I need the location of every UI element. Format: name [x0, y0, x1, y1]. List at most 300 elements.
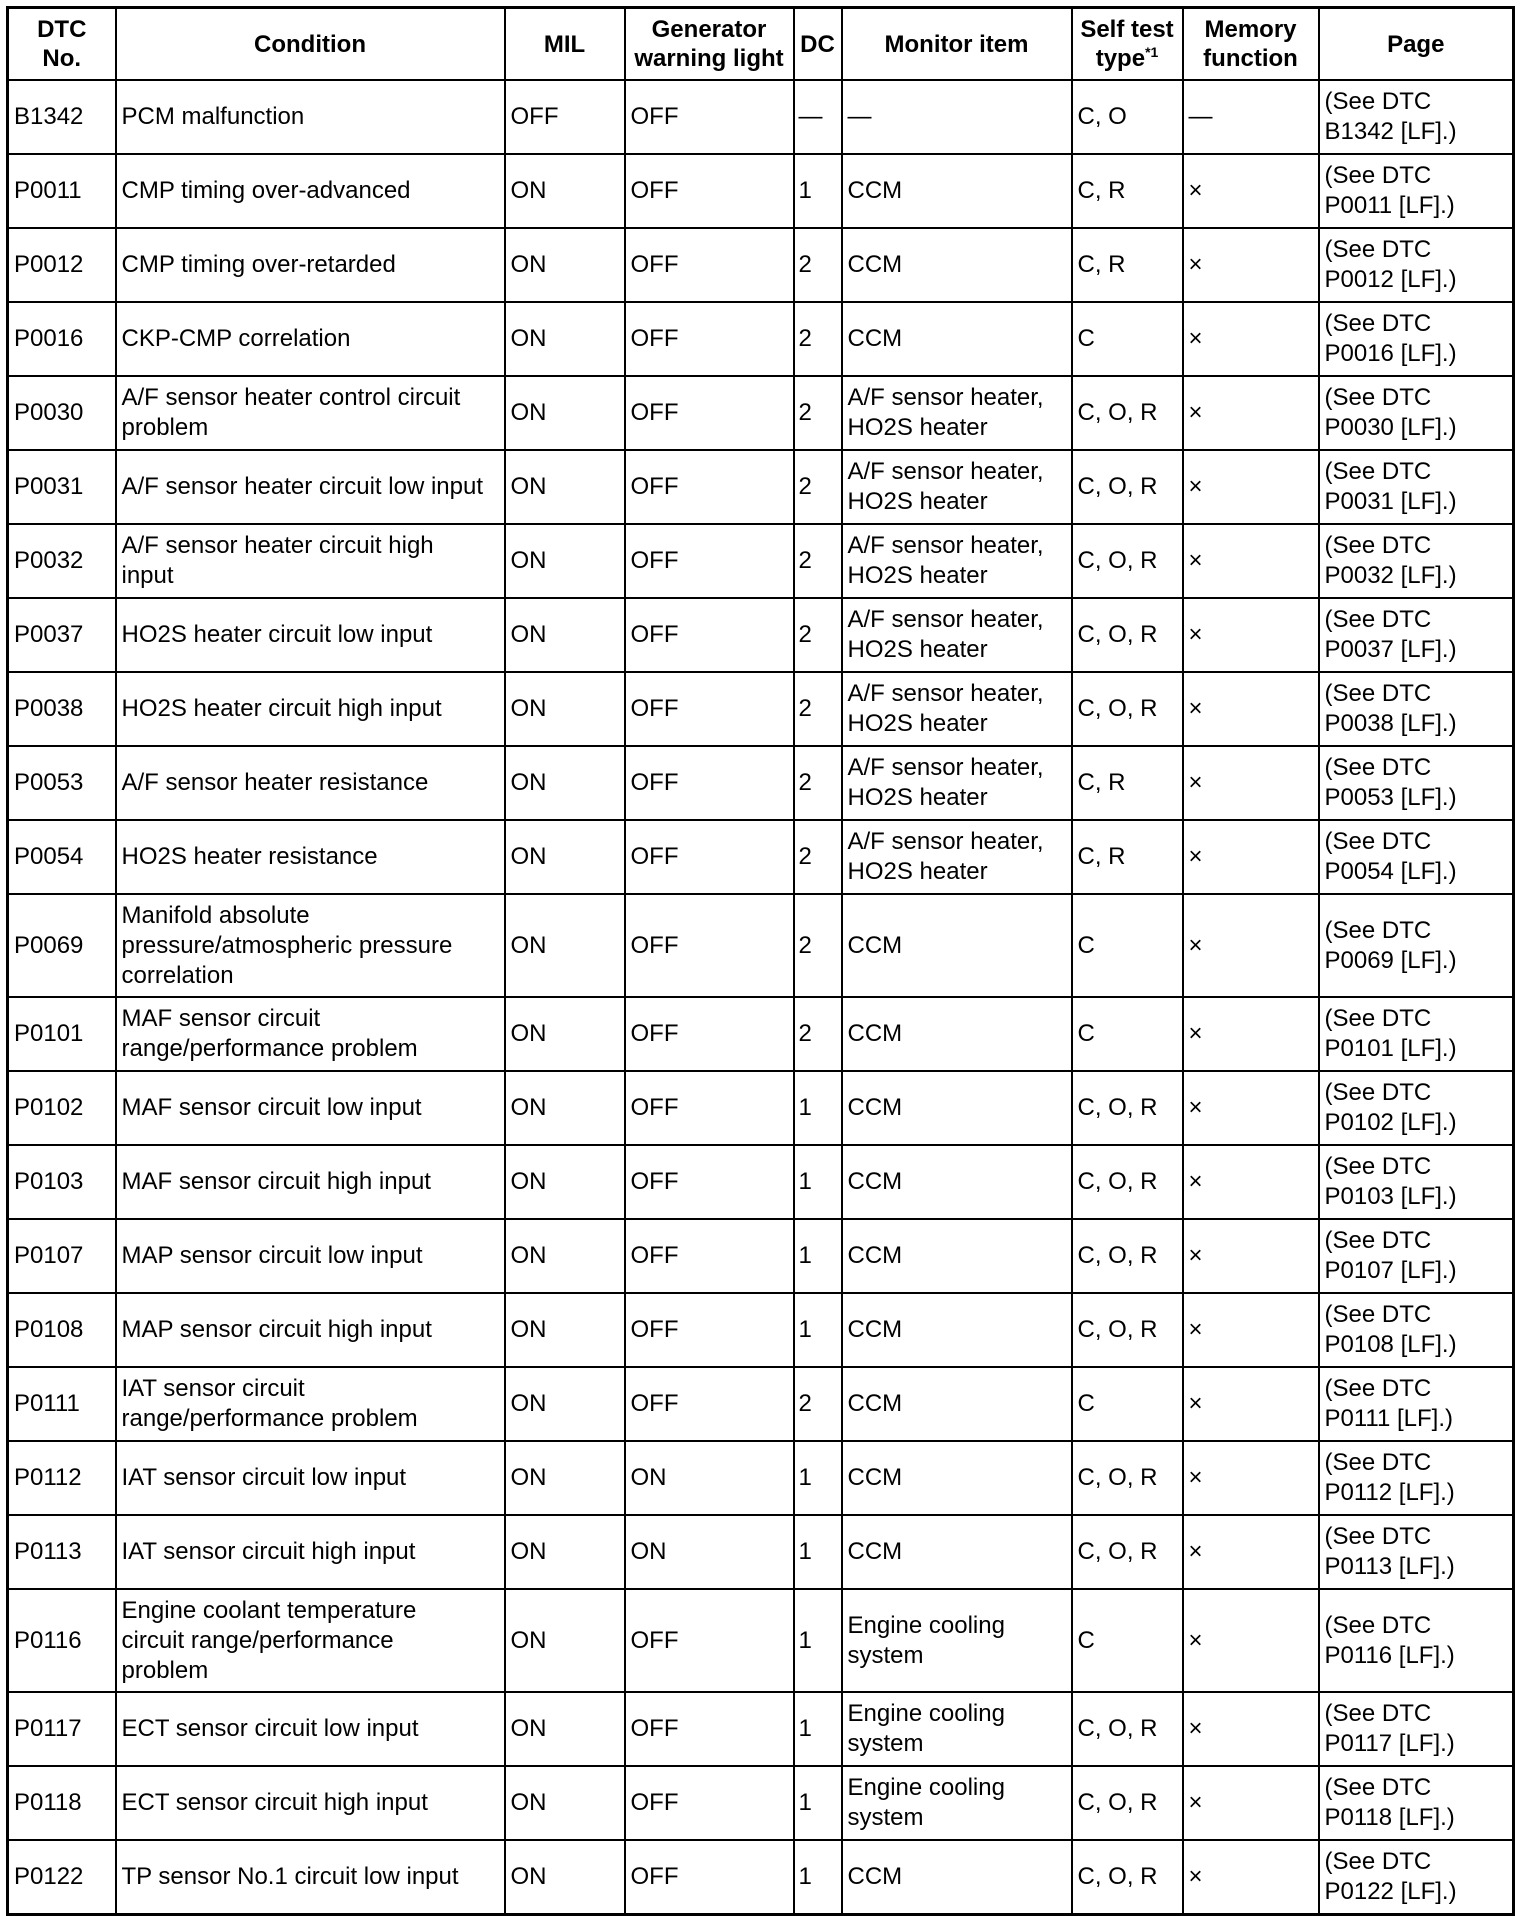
page-ref-cell-line: B1342 [LF].) [1324, 118, 1457, 145]
table-row [8, 1692, 1514, 1766]
condition-cell-line: CMP timing over-advanced [121, 177, 411, 204]
condition-cell-line: IAT sensor circuit high input [121, 1538, 416, 1565]
self-test-type-cell: C [1072, 302, 1183, 376]
header-page: Page [1319, 8, 1514, 81]
dtc-no-cell: P0012 [8, 228, 116, 302]
condition-cell-line: Manifold absolute [121, 901, 310, 929]
condition-cell-line: input [121, 562, 174, 589]
monitor-item-cell-line: A/F sensor heater, [847, 680, 1044, 707]
monitor-item-cell [842, 1840, 1072, 1915]
monitor-item-cell-line: A/F sensor heater, [847, 606, 1044, 633]
page-ref-cell [1319, 672, 1514, 746]
page-ref-cell-line: P0012 [LF].) [1324, 266, 1457, 293]
mil-cell: ON [505, 1367, 625, 1441]
page-ref-cell-line: P0111 [LF].) [1324, 1405, 1454, 1432]
page-ref-cell-line: P0038 [LF].) [1324, 710, 1457, 737]
table-row [8, 1071, 1514, 1145]
table-row [8, 302, 1514, 376]
monitor-item-cell-line: A/F sensor heater, [847, 828, 1044, 855]
condition-cell-line: pressure/atmospheric pressure [121, 931, 453, 959]
page-ref-cell-line: (See DTC [1324, 1375, 1432, 1402]
self-test-type-cell: C, O, R [1072, 672, 1183, 746]
condition-cell [116, 376, 505, 450]
mil-cell: ON [505, 1071, 625, 1145]
memory-function-cell: × [1183, 302, 1319, 376]
page-ref-cell-line: P0037 [LF].) [1324, 636, 1457, 663]
self-test-type-cell: C, O, R [1072, 598, 1183, 672]
mil-cell: ON [505, 1293, 625, 1367]
mil-cell: ON [505, 746, 625, 820]
monitor-item-cell-line: CCM [847, 251, 903, 278]
table-row [8, 820, 1514, 894]
monitor-item-cell [842, 820, 1072, 894]
condition-cell [116, 1441, 505, 1515]
table-row [8, 1441, 1514, 1515]
generator-warning-light-cell: OFF [625, 1293, 794, 1367]
condition-cell [116, 1692, 505, 1766]
monitor-item-cell-line: CCM [847, 1020, 903, 1047]
dtc-no-cell: P0069 [8, 894, 116, 997]
monitor-item-cell-line: CCM [847, 1538, 903, 1565]
condition-cell [116, 746, 505, 820]
page-ref-cell [1319, 1515, 1514, 1589]
dtc-no-cell: P0031 [8, 450, 116, 524]
generator-warning-light-cell: OFF [625, 997, 794, 1071]
monitor-item-cell-line: HO2S heater [847, 784, 988, 811]
dc-cell: 1 [794, 1766, 842, 1840]
generator-warning-light-cell: OFF [625, 376, 794, 450]
memory-function-cell: × [1183, 1766, 1319, 1840]
generator-warning-light-cell: OFF [625, 746, 794, 820]
monitor-item-cell [842, 1589, 1072, 1692]
table-row [8, 672, 1514, 746]
memory-function-cell: × [1183, 450, 1319, 524]
condition-cell-line: HO2S heater circuit low input [121, 621, 433, 648]
table-row [8, 1589, 1514, 1692]
self-test-type-cell: C [1072, 1589, 1183, 1692]
self-test-type-cell: C, O, R [1072, 450, 1183, 524]
condition-cell [116, 820, 505, 894]
page-ref-cell-line: (See DTC [1324, 916, 1432, 944]
dc-cell: 1 [794, 154, 842, 228]
memory-function-cell: × [1183, 524, 1319, 598]
self-test-type-cell: C, R [1072, 154, 1183, 228]
monitor-item-cell [842, 1441, 1072, 1515]
header-monitor-item: Monitor item [842, 8, 1072, 81]
self-test-type-cell: C, R [1072, 820, 1183, 894]
monitor-item-cell-line: A/F sensor heater, [847, 384, 1044, 411]
condition-cell-line: A/F sensor heater resistance [121, 769, 429, 796]
monitor-item-cell-line: A/F sensor heater, [847, 532, 1044, 559]
mil-cell: ON [505, 1766, 625, 1840]
page-ref-cell [1319, 80, 1514, 154]
mil-cell: ON [505, 1840, 625, 1915]
monitor-item-cell [842, 1219, 1072, 1293]
condition-cell [116, 228, 505, 302]
memory-function-cell: × [1183, 997, 1319, 1071]
monitor-item-cell-line: CCM [847, 1464, 903, 1491]
memory-function-cell: × [1183, 820, 1319, 894]
monitor-item-cell-line: A/F sensor heater, [847, 458, 1044, 485]
monitor-item-cell [842, 894, 1072, 997]
header-mil: MIL [505, 8, 625, 81]
page-ref-cell [1319, 228, 1514, 302]
condition-cell-line: problem [121, 1656, 209, 1684]
dtc-no-cell: P0037 [8, 598, 116, 672]
table-row [8, 1367, 1514, 1441]
page-ref-cell [1319, 1840, 1514, 1915]
header-dc: DC [794, 8, 842, 81]
dtc-no-cell: P0107 [8, 1219, 116, 1293]
generator-warning-light-cell: OFF [625, 598, 794, 672]
header-generator-warning-light: Generator warning light [625, 8, 794, 81]
dtc-no-cell: P0032 [8, 524, 116, 598]
self-test-type-cell: C, O, R [1072, 1840, 1183, 1915]
memory-function-cell: × [1183, 672, 1319, 746]
page-ref-cell-line: P0116 [LF].) [1324, 1641, 1455, 1669]
generator-warning-light-cell: OFF [625, 1589, 794, 1692]
table-row [8, 997, 1514, 1071]
monitor-item-cell [842, 80, 1072, 154]
page-ref-cell-line: P0031 [LF].) [1324, 488, 1457, 515]
dc-cell: 1 [794, 1219, 842, 1293]
page-ref-cell-line: P0054 [LF].) [1324, 858, 1457, 885]
memory-function-cell: × [1183, 1293, 1319, 1367]
dtc-no-cell: P0011 [8, 154, 116, 228]
page-ref-cell-line: (See DTC [1324, 236, 1432, 263]
monitor-item-cell [842, 154, 1072, 228]
dc-cell: 2 [794, 524, 842, 598]
page-ref-cell [1319, 450, 1514, 524]
dtc-no-cell: P0122 [8, 1840, 116, 1915]
table-row [8, 1293, 1514, 1367]
monitor-item-cell [842, 1071, 1072, 1145]
memory-function-cell: × [1183, 1441, 1319, 1515]
memory-function-cell: × [1183, 894, 1319, 997]
page-ref-cell-line: (See DTC [1324, 88, 1432, 115]
dtc-no-cell: P0038 [8, 672, 116, 746]
monitor-item-cell-line: HO2S heater [847, 414, 988, 441]
monitor-item-cell [842, 228, 1072, 302]
page-ref-cell-line: (See DTC [1324, 1079, 1432, 1106]
memory-function-cell: × [1183, 1367, 1319, 1441]
condition-cell-line: IAT sensor circuit [121, 1375, 305, 1402]
monitor-item-cell-line: CCM [847, 1863, 903, 1890]
self-test-type-cell: C, O, R [1072, 1766, 1183, 1840]
condition-cell-line: range/performance problem [121, 1035, 418, 1062]
mil-cell: ON [505, 302, 625, 376]
page-ref-cell [1319, 1219, 1514, 1293]
generator-warning-light-cell: OFF [625, 1219, 794, 1293]
page-ref-cell [1319, 524, 1514, 598]
self-test-type-cell: C, O, R [1072, 376, 1183, 450]
condition-cell-line: Engine coolant temperature [121, 1596, 417, 1624]
mil-cell: OFF [505, 80, 625, 154]
dc-cell: 2 [794, 302, 842, 376]
monitor-item-cell-line: HO2S heater [847, 488, 988, 515]
dtc-no-cell: P0053 [8, 746, 116, 820]
self-test-type-cell: C [1072, 997, 1183, 1071]
dtc-no-cell: P0054 [8, 820, 116, 894]
table-row [8, 154, 1514, 228]
header-dtc-no: DTC No. [8, 8, 116, 81]
dtc-no-cell: B1342 [8, 80, 116, 154]
condition-cell [116, 154, 505, 228]
self-test-type-cell: C [1072, 894, 1183, 997]
condition-cell [116, 672, 505, 746]
dc-cell: 2 [794, 997, 842, 1071]
monitor-item-cell [842, 1293, 1072, 1367]
generator-warning-light-cell: ON [625, 1515, 794, 1589]
page-ref-cell [1319, 1293, 1514, 1367]
page-ref-cell-line: P0112 [LF].) [1324, 1479, 1455, 1506]
memory-function-cell: × [1183, 1219, 1319, 1293]
condition-cell-line: MAP sensor circuit high input [121, 1316, 432, 1343]
mil-cell: ON [505, 1219, 625, 1293]
memory-function-cell: × [1183, 1692, 1319, 1766]
dtc-no-cell: P0113 [8, 1515, 116, 1589]
monitor-item-cell-line: CCM [847, 325, 903, 352]
condition-cell [116, 450, 505, 524]
page-ref-cell-line: P0122 [LF].) [1324, 1878, 1457, 1905]
dtc-no-cell: P0102 [8, 1071, 116, 1145]
condition-cell [116, 894, 505, 997]
dc-cell: — [794, 80, 842, 154]
page-ref-cell [1319, 1071, 1514, 1145]
header-row [8, 8, 1514, 81]
page-ref-cell-line: P0102 [LF].) [1324, 1109, 1457, 1136]
monitor-item-cell-line: HO2S heater [847, 710, 988, 737]
monitor-item-cell-line: CCM [847, 1094, 903, 1121]
generator-warning-light-cell: OFF [625, 450, 794, 524]
monitor-item-cell-line: CCM [847, 931, 903, 959]
generator-warning-light-cell: OFF [625, 1071, 794, 1145]
condition-cell [116, 302, 505, 376]
self-test-type-cell: C, O [1072, 80, 1183, 154]
page-ref-cell [1319, 997, 1514, 1071]
condition-cell-line: TP sensor No.1 circuit low input [121, 1863, 459, 1890]
table-row [8, 524, 1514, 598]
table-row [8, 80, 1514, 154]
page-ref-cell-line: P0032 [LF].) [1324, 562, 1457, 589]
monitor-item-cell-line: CCM [847, 1316, 903, 1343]
table-row [8, 1145, 1514, 1219]
monitor-item-cell [842, 524, 1072, 598]
page-ref-cell-line: (See DTC [1324, 458, 1432, 485]
dc-cell: 2 [794, 672, 842, 746]
table-row [8, 228, 1514, 302]
condition-cell-line: ECT sensor circuit low input [121, 1715, 419, 1742]
page-ref-cell-line: (See DTC [1324, 1301, 1432, 1328]
condition-cell-line: problem [121, 414, 209, 441]
generator-warning-light-cell: OFF [625, 1367, 794, 1441]
table-row [8, 450, 1514, 524]
memory-function-cell: × [1183, 1145, 1319, 1219]
page-ref-cell-line: P0069 [LF].) [1324, 946, 1457, 974]
page-ref-cell-line: (See DTC [1324, 828, 1432, 855]
page-ref-cell-line: (See DTC [1324, 1153, 1432, 1180]
generator-warning-light-cell: OFF [625, 302, 794, 376]
condition-cell [116, 1589, 505, 1692]
mil-cell: ON [505, 376, 625, 450]
condition-cell-line: MAP sensor circuit low input [121, 1242, 423, 1269]
header-condition: Condition [116, 8, 505, 81]
self-test-type-cell: C, O, R [1072, 1293, 1183, 1367]
mil-cell: ON [505, 672, 625, 746]
monitor-item-cell [842, 302, 1072, 376]
generator-warning-light-cell: OFF [625, 672, 794, 746]
dc-cell: 1 [794, 1145, 842, 1219]
monitor-item-cell [842, 450, 1072, 524]
generator-warning-light-cell: OFF [625, 154, 794, 228]
dc-cell: 2 [794, 820, 842, 894]
condition-cell-line: A/F sensor heater circuit low input [121, 473, 483, 500]
dtc-table [6, 6, 1515, 1916]
monitor-item-cell-line: Engine cooling [847, 1700, 1005, 1727]
dc-cell: 1 [794, 1071, 842, 1145]
monitor-item-cell-line: Engine cooling [847, 1774, 1005, 1801]
monitor-item-cell-line: CCM [847, 177, 903, 204]
dc-cell: 2 [794, 228, 842, 302]
monitor-item-cell [842, 997, 1072, 1071]
memory-function-cell: × [1183, 228, 1319, 302]
dtc-no-cell: P0016 [8, 302, 116, 376]
monitor-item-cell [842, 598, 1072, 672]
dtc-no-cell: P0101 [8, 997, 116, 1071]
page-ref-cell [1319, 820, 1514, 894]
page-ref-cell [1319, 1367, 1514, 1441]
generator-warning-light-cell: OFF [625, 820, 794, 894]
self-test-type-cell: C, O, R [1072, 1071, 1183, 1145]
memory-function-cell: × [1183, 1071, 1319, 1145]
condition-cell [116, 1840, 505, 1915]
condition-cell [116, 1145, 505, 1219]
memory-function-cell: × [1183, 154, 1319, 228]
page-ref-cell-line: (See DTC [1324, 1523, 1432, 1550]
generator-warning-light-cell: OFF [625, 80, 794, 154]
condition-cell-line: circuit range/performance [121, 1626, 394, 1654]
dc-cell: 2 [794, 598, 842, 672]
page-ref-cell-line: P0118 [LF].) [1324, 1804, 1455, 1831]
page-ref-cell-line: (See DTC [1324, 1611, 1432, 1639]
table-row [8, 746, 1514, 820]
mil-cell: ON [505, 820, 625, 894]
monitor-item-cell-line: CCM [847, 1390, 903, 1417]
monitor-item-cell-line: HO2S heater [847, 858, 988, 885]
monitor-item-cell-line: system [847, 1730, 924, 1757]
page-ref-cell-line: (See DTC [1324, 1700, 1432, 1727]
memory-function-cell: × [1183, 746, 1319, 820]
condition-cell [116, 80, 505, 154]
condition-cell-line: correlation [121, 961, 234, 989]
monitor-item-cell-line: HO2S heater [847, 636, 988, 663]
dc-cell: 1 [794, 1515, 842, 1589]
dtc-no-cell: P0030 [8, 376, 116, 450]
self-test-type-cell: C, O, R [1072, 1441, 1183, 1515]
condition-cell [116, 524, 505, 598]
dtc-no-cell: P0116 [8, 1589, 116, 1692]
page-ref-cell-line: (See DTC [1324, 754, 1432, 781]
monitor-item-cell [842, 746, 1072, 820]
generator-warning-light-cell: OFF [625, 524, 794, 598]
page-ref-cell-line: (See DTC [1324, 532, 1432, 559]
mil-cell: ON [505, 598, 625, 672]
generator-warning-light-cell: OFF [625, 1692, 794, 1766]
condition-cell-line: range/performance problem [121, 1405, 418, 1432]
dtc-no-cell: P0118 [8, 1766, 116, 1840]
table-row [8, 894, 1514, 997]
self-test-type-cell: C, O, R [1072, 1219, 1183, 1293]
monitor-item-cell [842, 1515, 1072, 1589]
page-ref-cell [1319, 1589, 1514, 1692]
page-ref-cell [1319, 1692, 1514, 1766]
monitor-item-cell [842, 1766, 1072, 1840]
page-ref-cell-line: (See DTC [1324, 384, 1432, 411]
self-test-type-cell: C, O, R [1072, 1692, 1183, 1766]
dc-cell: 1 [794, 1840, 842, 1915]
monitor-item-cell [842, 1367, 1072, 1441]
self-test-type-cell: C, R [1072, 746, 1183, 820]
condition-cell-line: CKP-CMP correlation [121, 325, 351, 352]
generator-warning-light-cell: OFF [625, 1840, 794, 1915]
header-self-test-type: Self test type$^{*1}$ [1072, 8, 1183, 81]
page-ref-cell-line: P0053 [LF].) [1324, 784, 1457, 811]
mil-cell: ON [505, 1145, 625, 1219]
table-row [8, 1515, 1514, 1589]
dtc-no-cell: P0111 [8, 1367, 116, 1441]
condition-cell [116, 1766, 505, 1840]
generator-warning-light-cell: OFF [625, 1766, 794, 1840]
page-ref-cell-line: (See DTC [1324, 162, 1432, 189]
dc-cell: 1 [794, 1441, 842, 1515]
monitor-item-cell-line: Engine cooling [847, 1611, 1005, 1639]
condition-cell-line: PCM malfunction [121, 103, 305, 130]
table-row [8, 1219, 1514, 1293]
dc-cell: 2 [794, 894, 842, 997]
monitor-item-cell-line: HO2S heater [847, 562, 988, 589]
monitor-item-cell [842, 1692, 1072, 1766]
page-ref-cell-line: (See DTC [1324, 1005, 1432, 1032]
condition-cell [116, 1515, 505, 1589]
condition-cell-line: CMP timing over-retarded [121, 251, 396, 278]
page-ref-cell-line: P0103 [LF].) [1324, 1183, 1457, 1210]
table-row [8, 598, 1514, 672]
condition-cell [116, 1367, 505, 1441]
page-ref-cell [1319, 894, 1514, 997]
condition-cell-line: MAF sensor circuit high input [121, 1168, 431, 1195]
mil-cell: ON [505, 1441, 625, 1515]
self-test-type-cell: C, R [1072, 228, 1183, 302]
page-ref-cell-line: (See DTC [1324, 1227, 1432, 1254]
page-ref-cell-line: P0011 [LF].) [1324, 192, 1455, 219]
page-ref-cell-line: (See DTC [1324, 1774, 1432, 1801]
monitor-item-cell-line: A/F sensor heater, [847, 754, 1044, 781]
mil-cell: ON [505, 1692, 625, 1766]
memory-function-cell: × [1183, 1515, 1319, 1589]
condition-cell-line: IAT sensor circuit low input [121, 1464, 407, 1491]
mil-cell: ON [505, 450, 625, 524]
condition-cell-line: ECT sensor circuit high input [121, 1789, 428, 1816]
monitor-item-cell [842, 376, 1072, 450]
monitor-item-cell [842, 1145, 1072, 1219]
dc-cell: 2 [794, 450, 842, 524]
page-ref-cell-line: (See DTC [1324, 310, 1432, 337]
memory-function-cell: × [1183, 1840, 1319, 1915]
generator-warning-light-cell: ON [625, 1441, 794, 1515]
monitor-item-cell-line: system [847, 1804, 924, 1831]
self-test-type-cell: C [1072, 1367, 1183, 1441]
mil-cell: ON [505, 1589, 625, 1692]
